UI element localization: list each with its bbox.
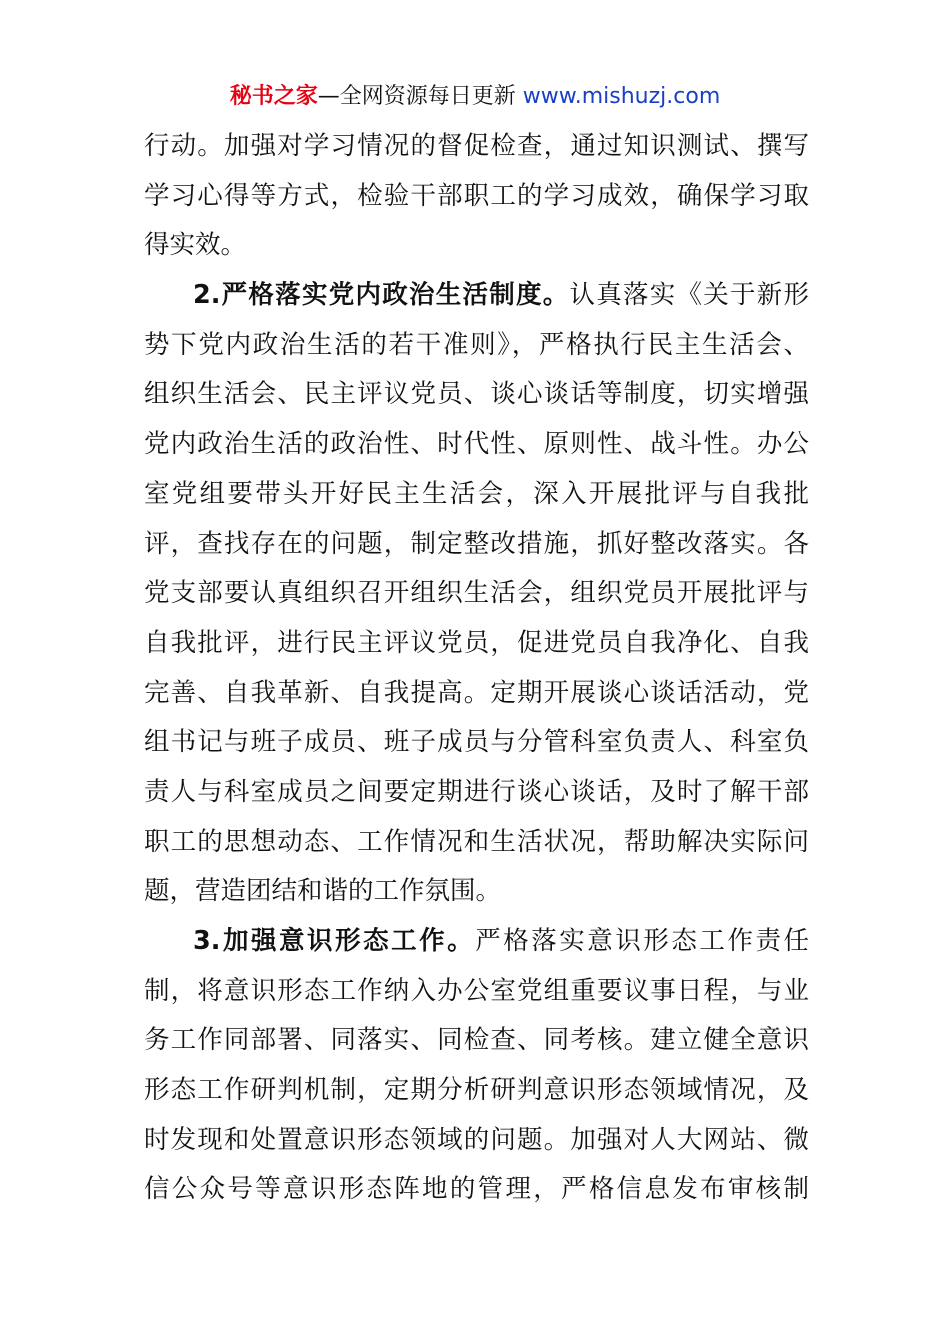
text-line: 得实效。 [144,230,247,261]
header-tagline: —全网资源每日更新 [317,84,523,109]
section-heading-2: 2.严格落实党内政治生活制度。 [193,280,570,311]
text-line: 时发现和处置意识形态领域的问题。加强对人大网站、微 [144,1124,809,1155]
text-line: 室党组要带头开好民主生活会，深入开展批评与自我批 [144,478,809,509]
text-line: 职工的思想动态、工作情况和生活状况，帮助解决实际问 [144,826,809,857]
text-line: 自我批评，进行民主评议党员，促进党员自我净化、自我 [144,627,809,658]
text-line: 学习心得等方式，检验干部职工的学习成效，确保学习取 [144,180,809,211]
text-line: 党内政治生活的政治性、时代性、原则性、战斗性。办公 [144,429,809,460]
text-line: 题，营造团结和谐的工作氛围。 [144,876,502,907]
text-line: 评，查找存在的问题，制定整改措施，抓好整改落实。各 [144,528,809,559]
header-site-url[interactable]: www.mishuzj.com [522,84,721,109]
header-brand: 秘书之家 [229,84,318,109]
section-heading-3: 3.加强意识形态工作。 [193,926,476,956]
paragraph-heading-line [144,271,809,321]
text-line: 组书记与班子成员、班子成员与分管科室负责人、科室负 [144,727,809,758]
paragraph-heading-line [144,917,809,967]
text-fragment: 认真落实《关于新形 [569,280,809,311]
text-line: 信公众号等意识形态阵地的管理，严格信息发布审核制 [144,1174,809,1205]
text-line: 制，将意识形态工作纳入办公室党组重要议事日程，与业 [144,975,809,1006]
text-line: 完善、自我革新、自我提高。定期开展谈心谈话活动，党 [144,677,809,708]
text-line: 党支部要认真组织召开组织生活会，组织党员开展批评与 [144,578,809,609]
text-line: 形态工作研判机制，定期分析研判意识形态领域情况，及 [144,1075,809,1106]
text-line: 势下党内政治生活的若干准则》，严格执行民主生活会、 [144,329,809,360]
text-fragment: 严格落实意识形态工作责任 [475,926,809,956]
text-line: 行动。加强对学习情况的督促检查，通过知识测试、撰写 [144,131,809,161]
text-line: 组织生活会、民主评议党员、谈心谈话等制度，切实增强 [144,379,809,410]
text-line: 责人与科室成员之间要定期进行谈心谈话，及时了解干部 [144,776,809,807]
text-line: 务工作同部署、同落实、同检查、同考核。建立健全意识 [144,1025,809,1056]
page-header [0,80,950,114]
document-body [144,122,809,1215]
